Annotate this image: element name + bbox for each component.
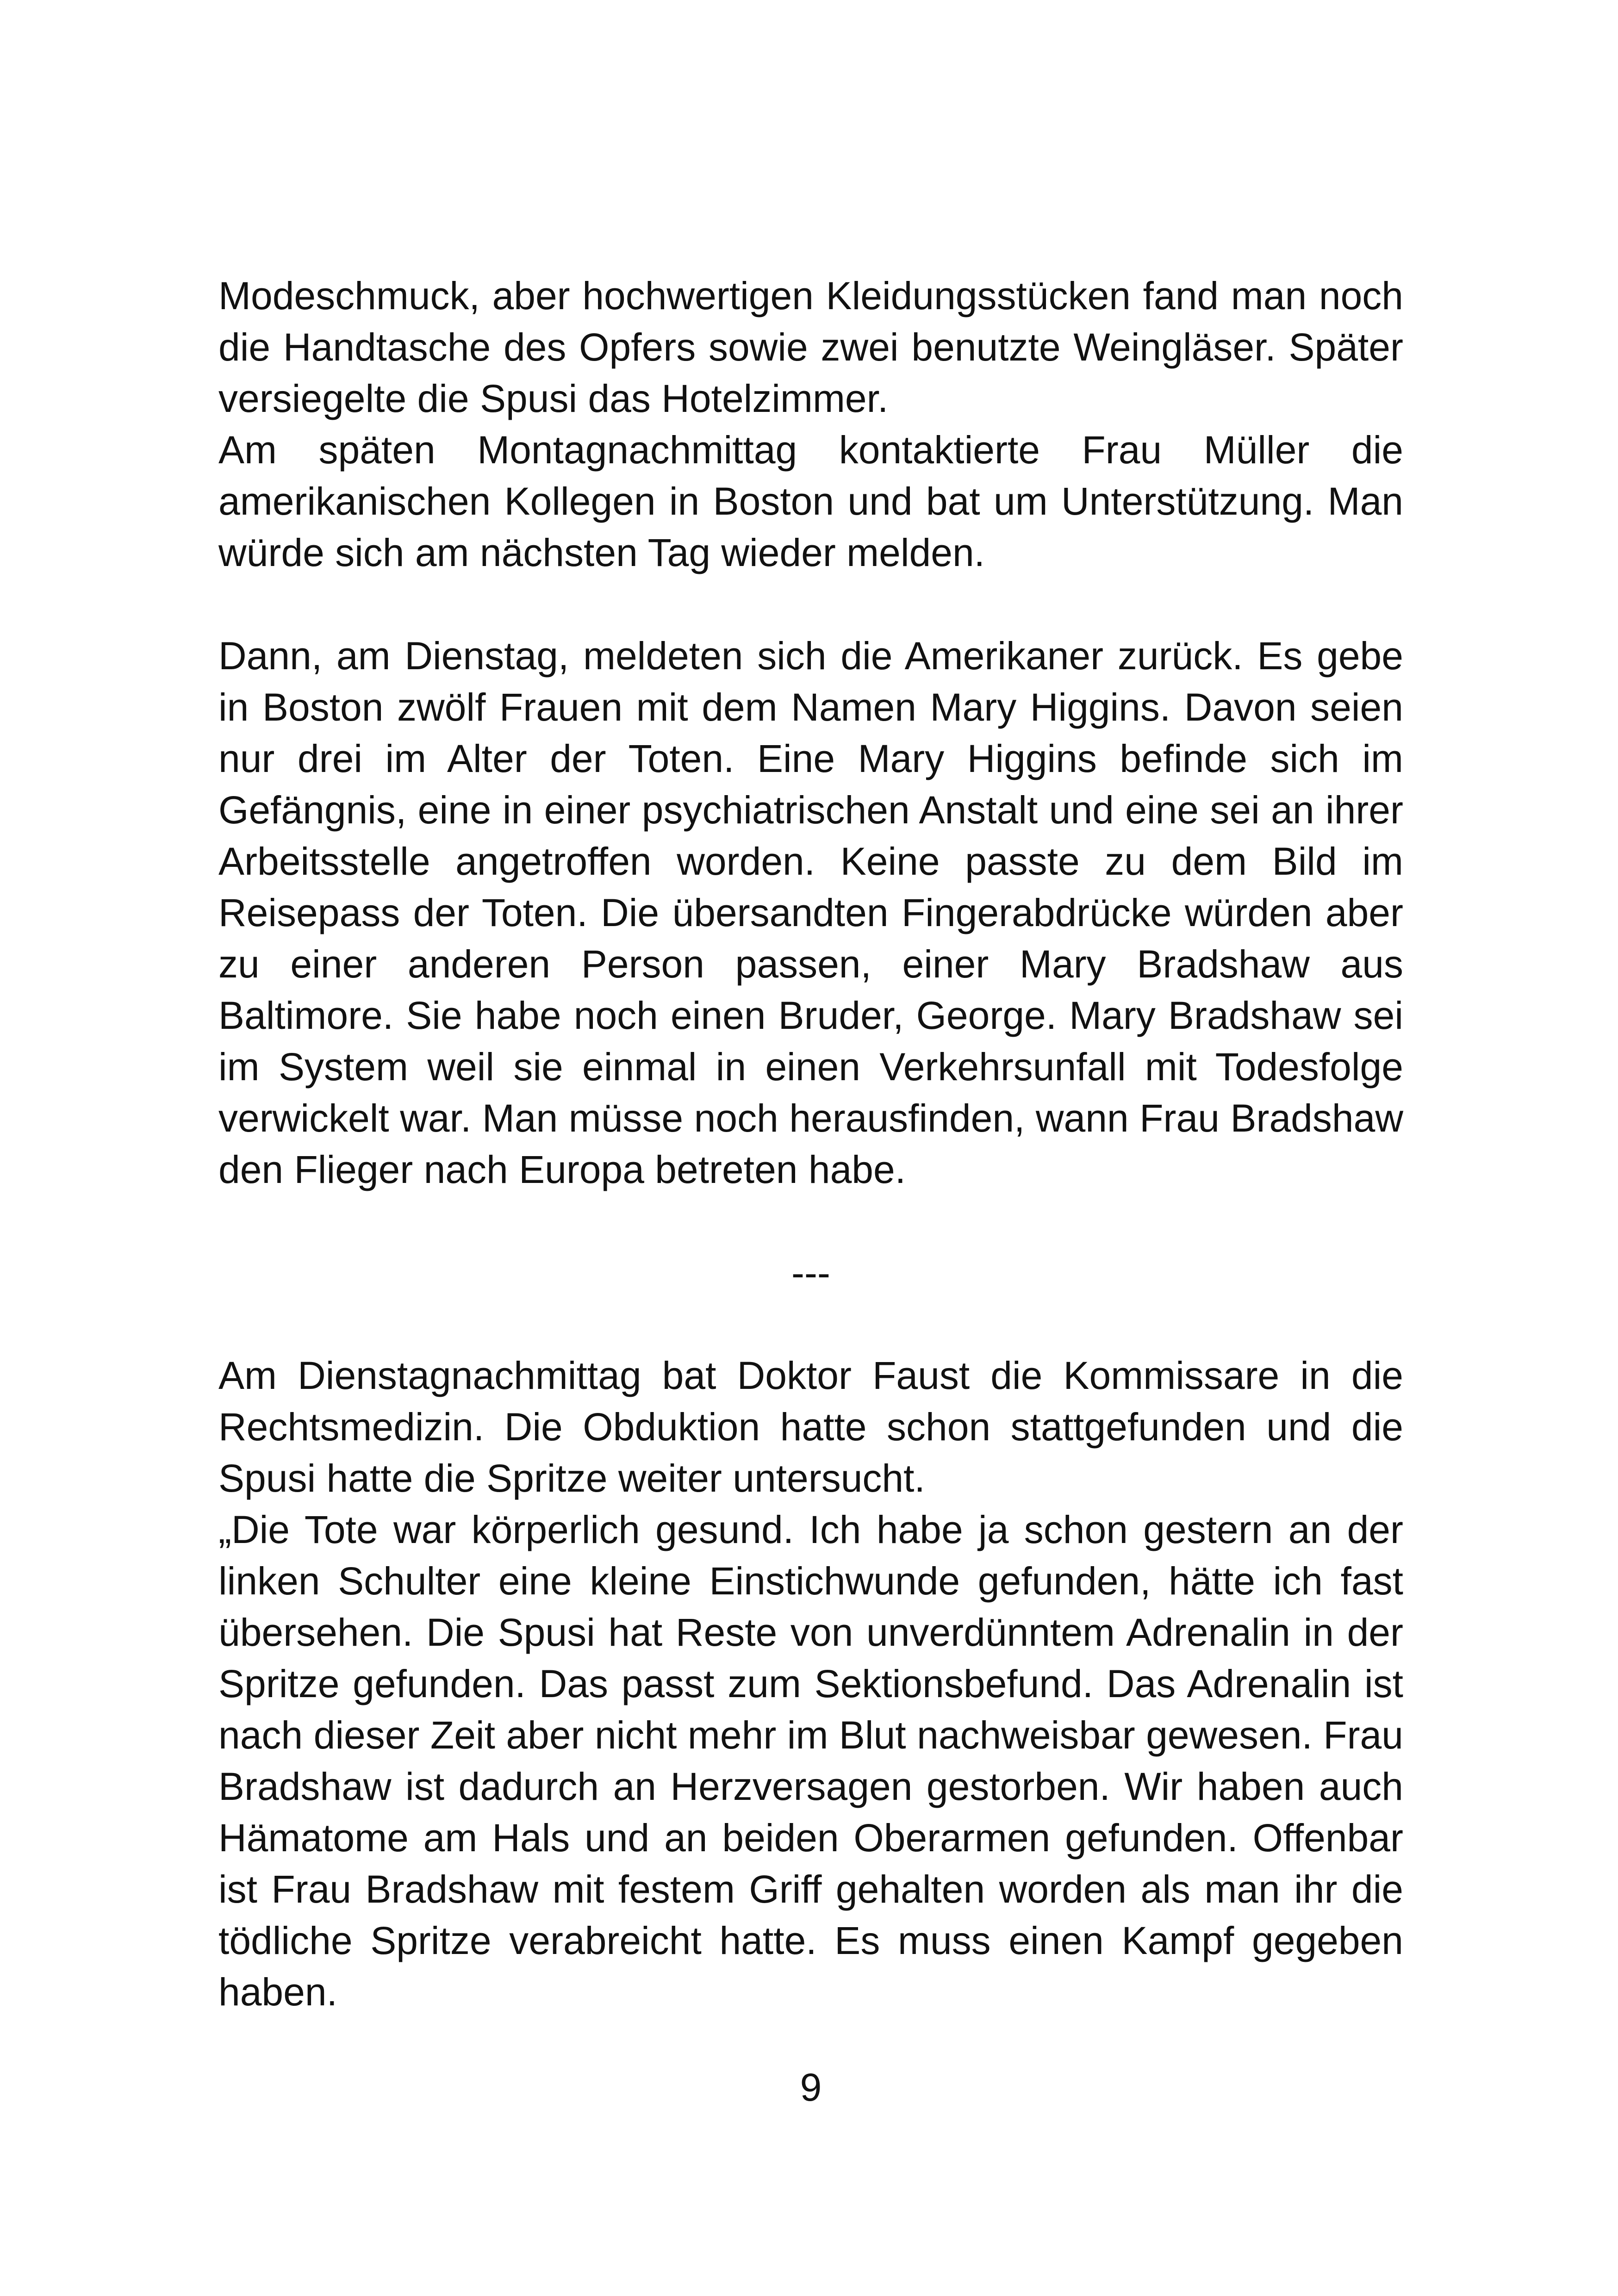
text-block-2	[218, 630, 1403, 1195]
paragraph-5: „Die Tote war körperlich gesund. Ich habe ja schon gestern an der linken Schulter eine kleine Einstichwunde gefunden, hätte ich fast übersehen. Die Spusi hat Reste von unverdünntem Adrenalin in der Spritze gefunden. Das passt zum Sektionsbefund. Das Adrenalin ist nach dieser Zeit aber nicht mehr im Blut nachweisbar gewesen. Frau Bradshaw ist dadurch an Herzversagen gestorben. Wir haben auch Hämatome am Hals und an beiden Oberarmen gefunden. Offenbar ist Frau Bradshaw mit festem Griff gehalten worden als man ihr die tödliche Spritze verabreicht hatte. Es muss einen Kampf gegeben haben.	[218, 1508, 1403, 2014]
paragraph-4: Am Dienstagnachmittag bat Doktor Faust die Kommissare in die Rechtsmedizin. Die Obduktion hatte schon stattgefunden und die Spusi hatte die Spritze weiter untersucht.	[218, 1354, 1403, 1500]
page-number: 9	[800, 2066, 822, 2109]
paragraph-3: Dann, am Dienstag, meldeten sich die Amerikaner zurück. Es gebe in Boston zwölf Frauen mit dem Namen Mary Higgins. Davon seien nur drei im Alter der Toten. Eine Mary Higgins befinde sich im Gefängnis, eine in einer psychiatrischen Anstalt und eine sei an ihrer Arbeitsstelle angetroffen worden. Keine passte zu dem Bild im Reisepass der Toten. Die übersandten Fingerabdrücke würden aber zu einer anderen Person passen, einer Mary Bradshaw aus Baltimore. Sie habe noch einen Bruder, George. Mary Bradshaw sei im System weil sie einmal in einen Verkehrsunfall mit Todesfolge verwickelt war. Man müsse noch herausfinden, wann Frau Bradshaw den Flieger nach Europa betreten habe.	[218, 634, 1403, 1191]
text-block-3	[218, 1350, 1403, 2018]
text-block-1	[218, 270, 1403, 579]
paragraph-2: Am späten Montagnachmittag kontaktierte Frau Müller die amerikanischen Kollegen in Boston und bat um Unterstützung. Man würde sich am nächsten Tag wieder melden.	[218, 428, 1403, 574]
section-separator: ---	[791, 1251, 830, 1294]
paragraph-1: Modeschmuck, aber hochwertigen Kleidungsstücken fand man noch die Handtasche des Opfers sowie zwei benutzte Weingläser. Später versiegelte die Spusi das Hotelzimmer.	[218, 274, 1403, 420]
